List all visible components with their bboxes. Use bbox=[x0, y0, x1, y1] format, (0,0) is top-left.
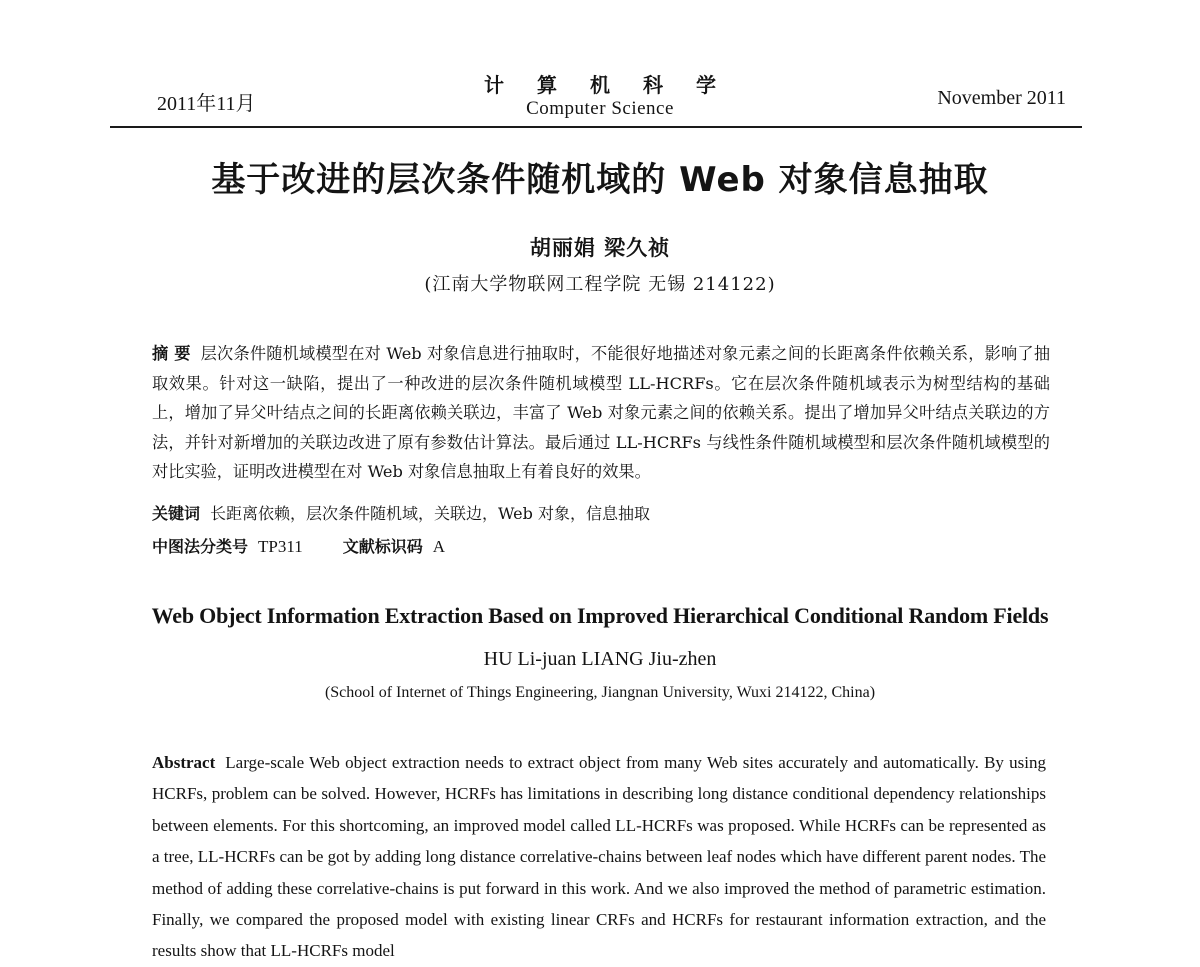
clc-label: 中图法分类号 bbox=[152, 537, 249, 556]
abstract-cn-text: 层次条件随机域模型在对 Web 对象信息进行抽取时，不能很好地描述对象元素之间的长距离条件依赖关系，影响了抽取效果。针对这一缺陷，提出了一种改进的层次条件随机域模型 LL-HCRFs。它在层次条件随机域表示为树型结构的基础上，增加了异父叶结点之间的长距离依赖关联边，丰富了 Web 对象元素之间的依赖关系。提出了增加异父叶结点关联边的方法，并针对新增加的关联边改进了原有参数估计算法。最后通过 LL-HCRFs 与线性条件随机域模型和层次条件随机域模型的对比实验，证明改进模型在对 Web 对象信息抽取上有着良好的效果。 bbox=[152, 344, 1051, 482]
abstract-en-text: Large-scale Web object extraction needs to extract object from many Web sites accurately and automatically. By using HCRFs, problem can be solved. However, HCRFs has limitations in describing long distance conditional dependency relationships between elements. For this shortcoming, an improved model called LL-HCRFs was proposed. While HCRFs can be represented as a tree, LL-HCRFs can be got by adding long distance correlative-chains between leaf nodes which have different parent nodes. The method of adding these correlative-chains is put forward in this work. And we also improved the method of parametric estimation. Finally, we compared the proposed model with existing linear CRFs and HCRFs for restaurant information extraction, and the results show that LL-HCRFs model bbox=[152, 753, 1046, 961]
doc-code-value: A bbox=[432, 537, 446, 556]
abstract-cn bbox=[152, 339, 1050, 487]
paper-title-en: Web Object Information Extraction Based on Improved Hierarchical Conditional Random Fields bbox=[151, 603, 1049, 628]
keywords-cn bbox=[152, 501, 1050, 524]
journal-name-cn: 计 算 机 科 学 bbox=[484, 75, 730, 97]
paper-title-cn: 基于改进的层次条件随机域的 Web 对象信息抽取 bbox=[211, 160, 989, 200]
classification-line bbox=[152, 534, 1050, 557]
doc-code-label: 文献标识码 bbox=[342, 537, 423, 556]
journal-name-en: Computer Science bbox=[526, 98, 674, 119]
authors-en: HU Li-juan LIANG Jiu-zhen bbox=[483, 648, 717, 670]
abstract-en-label: Abstract bbox=[152, 753, 216, 772]
abstract-cn-label: 摘 要 bbox=[152, 344, 191, 363]
keywords-cn-text: 长距离依赖，层次条件随机域，关联边，Web 对象，信息抽取 bbox=[210, 504, 650, 523]
clc-value: TP311 bbox=[258, 537, 303, 556]
keywords-cn-label: 关键词 bbox=[152, 504, 201, 523]
affiliation-en: (School of Internet of Things Engineering, Jiangnan University, Wuxi 214122, China) bbox=[324, 684, 876, 701]
abstract-en bbox=[152, 747, 1046, 967]
header-date-cn: 2011年11月 bbox=[157, 93, 256, 115]
affiliation-cn: (江南大学物联网工程学院 无锡 214122) bbox=[424, 274, 776, 295]
header-rule bbox=[110, 126, 1082, 128]
header-date-en: November 2011 bbox=[937, 87, 1066, 109]
authors-cn: 胡丽娟 梁久祯 bbox=[529, 236, 671, 260]
